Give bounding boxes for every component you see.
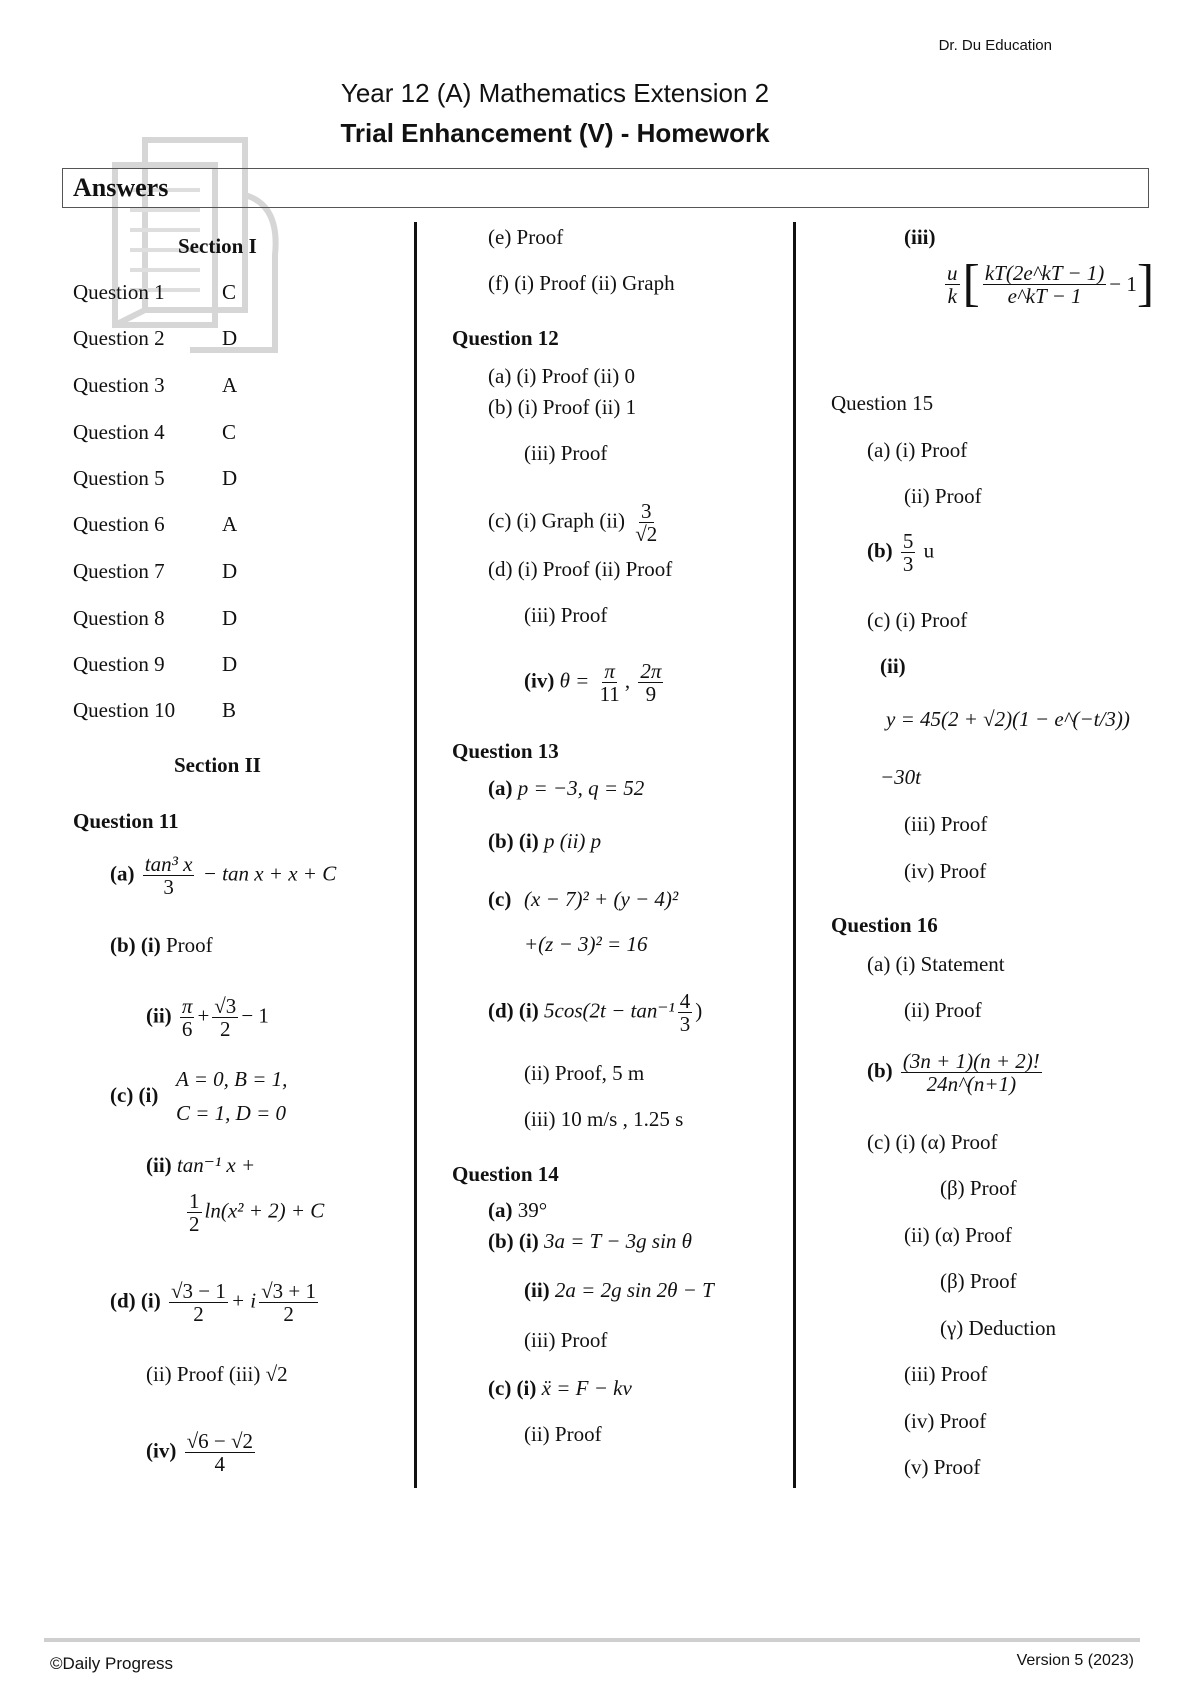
fraction xyxy=(598,660,622,705)
answer-value: C xyxy=(222,420,237,444)
q12-a: (a) (i) Proof (ii) 0 xyxy=(488,364,635,388)
q16-a-ii: (ii) Proof xyxy=(904,998,982,1022)
column-divider xyxy=(414,222,417,1488)
q16-c-iv: (iv) Proof xyxy=(904,1409,987,1433)
q15-c-iii: (iii) Proof xyxy=(904,812,988,836)
q14-c-iii-tag: (iii) xyxy=(904,225,936,249)
expression: 5cos(2t − tan⁻¹ xyxy=(544,998,675,1023)
bracket-left-icon: [ xyxy=(962,255,980,312)
q15-c-ii-line1: y = 45(2 + √2)(1 − e^(−t/3)) xyxy=(886,707,1130,731)
answers-label: Answers xyxy=(73,173,169,202)
operator: + xyxy=(197,1003,210,1028)
page-subtitle: Trial Enhancement (V) - Homework xyxy=(340,118,770,148)
fraction xyxy=(983,262,1106,307)
q13-c-tag: (c) xyxy=(488,887,512,911)
expression: ln(x² + 2) + C xyxy=(204,1198,325,1223)
part-tag: (a) xyxy=(110,861,135,886)
bracket-right-icon: ] xyxy=(1136,255,1155,312)
answer-row xyxy=(73,372,165,398)
numerator: π xyxy=(604,659,615,683)
answer-row xyxy=(73,419,165,445)
q15-c-iv: (iv) Proof xyxy=(904,859,987,883)
q14-b-ii xyxy=(524,1277,714,1303)
answer-value: D xyxy=(222,559,238,583)
answer-value: D xyxy=(222,466,238,490)
q16-a: (a) (i) Statement xyxy=(867,952,1005,976)
part-tag: (iv) xyxy=(524,668,555,693)
q15-a: (a) (i) Proof xyxy=(867,438,968,462)
fraction xyxy=(169,1280,228,1325)
fraction xyxy=(259,1280,318,1325)
answer-row xyxy=(73,558,165,584)
numerator: (3n + 1)(n + 2)! xyxy=(902,1049,1040,1073)
q14-b-iii: (iii) Proof xyxy=(524,1328,608,1352)
question-label: Question 9 xyxy=(73,652,165,676)
denominator: e^kT − 1 xyxy=(1007,283,1082,308)
question-label: Question 8 xyxy=(73,606,165,630)
answer-value: B xyxy=(222,698,237,722)
q11-c-line1: A = 0, B = 1, xyxy=(176,1067,288,1091)
part-tag: (ii) xyxy=(146,1153,172,1177)
section2-title: Section II xyxy=(174,753,261,777)
answer-row xyxy=(73,651,165,677)
answer-value: D xyxy=(222,326,238,350)
numerator: √3 − 1 xyxy=(171,1279,226,1303)
expression: p (ii) p xyxy=(544,829,602,853)
answer-row xyxy=(73,697,175,723)
question-label: Question 5 xyxy=(73,466,165,490)
operator: + i xyxy=(230,1288,257,1313)
numerator: kT(2e^kT − 1) xyxy=(984,260,1105,285)
question-heading: Question 11 xyxy=(73,809,179,833)
part-tag: (d) (i) xyxy=(110,1288,161,1313)
q14-a xyxy=(488,1197,547,1223)
q12-d-iv xyxy=(524,660,666,705)
q11-f: (f) (i) Proof (ii) Graph xyxy=(488,271,675,295)
question-label: Question 6 xyxy=(73,512,165,536)
answer-text: (ii) Proof (iii) xyxy=(146,1362,261,1386)
denominator: √2 xyxy=(635,522,658,546)
q12-b: (b) (i) Proof (ii) 1 xyxy=(488,395,637,419)
q16-c-iii: (iii) Proof xyxy=(904,1362,988,1386)
q13-d-iii: (iii) 10 m/s , 1.25 s xyxy=(524,1107,684,1131)
denominator: 9 xyxy=(645,682,657,706)
q14-c xyxy=(488,1375,632,1401)
q16-c-ii: (ii) (α) Proof xyxy=(904,1223,1012,1247)
expression: − 1 xyxy=(1109,272,1137,296)
expression: − 1 xyxy=(241,1003,269,1028)
q16-b xyxy=(867,1050,1045,1095)
numerator: √3 xyxy=(214,994,237,1018)
q11-b-ii xyxy=(146,995,269,1040)
part-tag: (b) xyxy=(867,538,893,563)
expression: √2 xyxy=(265,1362,288,1386)
expression: − tan x + x + C xyxy=(202,861,337,886)
brand-label: Dr. Du Education xyxy=(938,37,1052,54)
part-tag: (a) xyxy=(488,776,513,800)
answer-row xyxy=(73,325,165,351)
denominator: 4 xyxy=(214,1452,226,1476)
part-tag: (d) (i) xyxy=(488,998,539,1023)
fraction xyxy=(212,995,238,1040)
answers-bar xyxy=(62,168,1149,208)
expression: p = −3, q = 52 xyxy=(517,776,645,800)
q14-b xyxy=(488,1228,692,1254)
q16-c-v: (v) Proof xyxy=(904,1455,981,1479)
part-tag: (b) (i) xyxy=(110,933,161,957)
answer-value: A xyxy=(222,373,238,397)
section1-title: Section I xyxy=(178,234,257,258)
footer-right: Version 5 (2023) xyxy=(1016,1652,1134,1669)
question-label: Question 4 xyxy=(73,420,165,444)
q13-b xyxy=(488,828,601,854)
denominator: 2 xyxy=(220,1017,231,1041)
fraction xyxy=(187,1190,202,1235)
q16-c-ii-gamma: (γ) Deduction xyxy=(940,1316,1056,1340)
answer-value: C xyxy=(222,280,237,304)
q13-c-line2: +(z − 3)² = 16 xyxy=(524,932,648,956)
numerator: 5 xyxy=(902,529,914,553)
question-label: Question 3 xyxy=(73,373,165,397)
q16-c-ii-beta: (β) Proof xyxy=(940,1269,1017,1293)
numerator: 1 xyxy=(189,1189,200,1213)
q15-b xyxy=(867,530,934,575)
q15-a-ii: (ii) Proof xyxy=(904,484,982,508)
q13-d-ii: (ii) Proof, 5 m xyxy=(524,1061,645,1085)
q16-c-beta: (β) Proof xyxy=(940,1176,1017,1200)
part-tag: (c) (i) xyxy=(488,1376,537,1400)
answer-text: Proof xyxy=(166,933,213,957)
q15-c-ii-tag: (ii) xyxy=(880,654,906,678)
expression: tan⁻¹ x + xyxy=(176,1153,256,1177)
q11-c-line2: C = 1, D = 0 xyxy=(176,1101,287,1125)
footer-rule xyxy=(44,1638,1140,1642)
fraction xyxy=(678,990,693,1035)
q11-c-ii-line2 xyxy=(184,1190,324,1235)
answer-value: A xyxy=(222,512,238,536)
q13-d xyxy=(488,990,702,1035)
q11-d-iv xyxy=(146,1430,258,1475)
expression: ) xyxy=(695,998,703,1023)
answer-value: D xyxy=(222,652,238,676)
numerator: √6 − √2 xyxy=(186,1429,253,1453)
answer-row xyxy=(73,465,165,491)
answer-row xyxy=(73,279,165,305)
expression: ẍ = F − kv xyxy=(541,1376,632,1400)
denominator: 6 xyxy=(181,1017,193,1041)
q13-c-line1: (x − 7)² + (y − 4)² xyxy=(524,887,679,911)
q11-c-ii xyxy=(146,1152,255,1178)
denominator: 2 xyxy=(193,1302,204,1326)
answer-row xyxy=(73,511,165,537)
fraction xyxy=(185,1430,255,1475)
fraction xyxy=(945,262,960,307)
question-heading: Question 13 xyxy=(452,739,559,763)
part-tag: (ii) xyxy=(524,1278,550,1302)
q11-d xyxy=(110,1280,321,1325)
q16-c: (c) (i) (α) Proof xyxy=(867,1130,998,1154)
q11-d-ii xyxy=(146,1361,288,1387)
fraction xyxy=(901,530,916,575)
question-heading: Question 15 xyxy=(831,391,934,415)
page-title: Year 12 (A) Mathematics Extension 2 xyxy=(340,78,770,108)
denominator: 3 xyxy=(902,552,914,576)
part-tag: (a) xyxy=(488,1198,513,1222)
question-label: Question 7 xyxy=(73,559,165,583)
question-heading: Question 16 xyxy=(831,913,938,937)
q11-e: (e) Proof xyxy=(488,225,564,249)
q14-c-iii xyxy=(942,255,1155,312)
part-tag: (b) (i) xyxy=(488,829,539,853)
unit: u xyxy=(923,538,935,563)
question-label: Question 10 xyxy=(73,698,176,722)
numerator: u xyxy=(947,260,958,285)
q14-c-ii: (ii) Proof xyxy=(524,1422,602,1446)
q11-b xyxy=(110,932,213,958)
part-tag: (b) xyxy=(867,1058,893,1083)
question-heading: Question 12 xyxy=(452,326,559,350)
column-divider xyxy=(793,222,796,1488)
q12-b-iii: (iii) Proof xyxy=(524,441,608,465)
question-label: Question 2 xyxy=(73,326,165,350)
expression: 3a = T − 3g sin θ xyxy=(544,1229,692,1253)
numerator: 4 xyxy=(679,989,691,1013)
question-heading: Question 14 xyxy=(452,1162,559,1186)
q12-d-iii: (iii) Proof xyxy=(524,603,608,627)
q11-a xyxy=(110,853,336,898)
footer-left: ©Daily Progress xyxy=(50,1654,174,1673)
fraction xyxy=(180,995,195,1040)
denominator: 11 xyxy=(599,682,620,706)
denominator: 3 xyxy=(163,875,174,899)
q13-a xyxy=(488,775,644,801)
denominator: 3 xyxy=(679,1012,691,1036)
fraction xyxy=(901,1050,1042,1095)
part-tag: (b) (i) xyxy=(488,1229,539,1253)
separator: , xyxy=(624,668,631,693)
expression: θ = xyxy=(559,668,590,693)
fraction xyxy=(143,853,195,898)
answer-value: D xyxy=(222,606,238,630)
question-label: Question 1 xyxy=(73,280,165,304)
denominator: 24n^(n+1) xyxy=(926,1072,1017,1096)
expression: 2a = 2g sin 2θ − T xyxy=(554,1278,714,1302)
answer-text: (c) (i) Graph (ii) xyxy=(488,508,626,533)
numerator: 2π xyxy=(640,659,662,683)
q12-d: (d) (i) Proof (ii) Proof xyxy=(488,557,673,581)
part-tag: (iv) xyxy=(146,1438,177,1463)
answer-row xyxy=(73,605,165,631)
numerator: tan³ x xyxy=(144,852,193,876)
q15-c: (c) (i) Proof xyxy=(867,608,968,632)
denominator: k xyxy=(947,283,957,308)
denominator: 2 xyxy=(189,1212,200,1236)
fraction xyxy=(633,500,659,545)
fraction xyxy=(638,660,663,705)
q11-c-tag: (c) (i) xyxy=(110,1083,159,1107)
numerator: 3 xyxy=(641,499,652,523)
numerator: π xyxy=(181,994,193,1018)
numerator: √3 + 1 xyxy=(261,1279,317,1303)
q12-c xyxy=(488,500,662,545)
denominator: 2 xyxy=(283,1302,294,1326)
expression: 39° xyxy=(517,1198,548,1222)
part-tag: (ii) xyxy=(146,1003,172,1028)
q15-c-ii-line2: −30t xyxy=(880,765,922,789)
